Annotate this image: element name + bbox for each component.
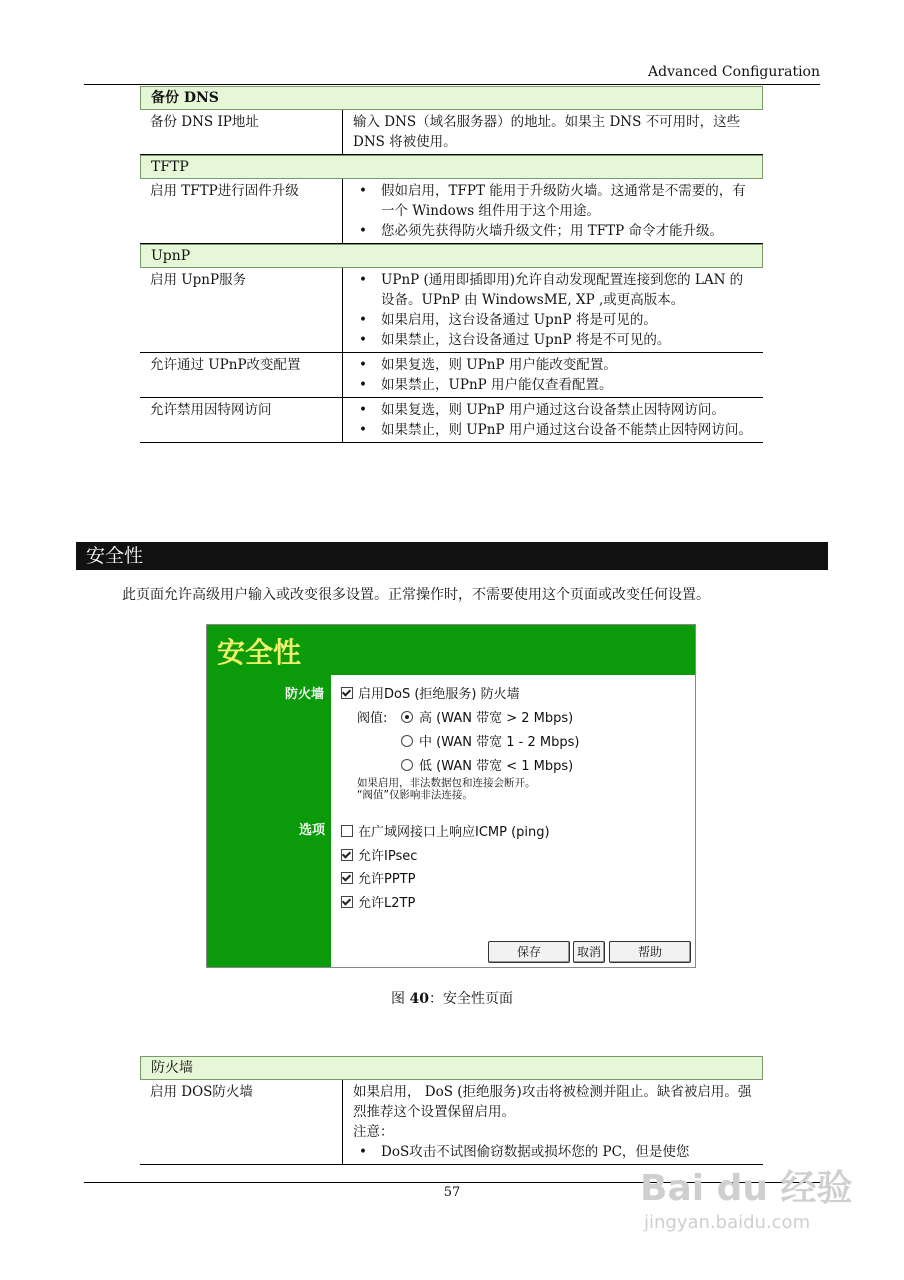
section-backup-dns: 备份 DNS <box>140 86 763 110</box>
threshold-high-radio[interactable]: 高 (WAN 带宽 > 2 Mbps) <box>401 707 573 726</box>
settings-table-upper <box>140 86 763 443</box>
firewall-note-1: 如果启用，非法数据包和连接会断开。 <box>357 777 536 789</box>
bullet-item: • UPnP (通用即插即用)允许自动发现配置连接到您的 LAN 的设备。UPnP 由 WindowsME, XP ,或更高版本。 <box>381 270 755 310</box>
pptp-checkbox-row[interactable]: 允许PPTP <box>341 868 415 887</box>
icmp-checkbox[interactable] <box>341 825 353 837</box>
figure-caption: 图 40：安全性页面 <box>391 991 513 1007</box>
radio-icon[interactable] <box>401 711 413 723</box>
row-value: 输入 DNS（域名服务器）的地址。如果主 DNS 不可用时，这些 DNS 将被使用。 <box>353 114 741 150</box>
row-key: 启用 TFTP进行固件升级 <box>140 179 343 243</box>
ipsec-checkbox[interactable] <box>341 849 353 861</box>
row-value <box>343 179 763 243</box>
threshold-low-radio[interactable]: 低 (WAN 带宽 < 1 Mbps) <box>401 755 573 774</box>
pptp-checkbox[interactable] <box>341 872 353 884</box>
threshold-label: 阀值: <box>357 711 388 726</box>
table-row <box>140 353 763 398</box>
section-intro: 此页面允许高级用户输入或改变很多设置。正常操作时，不需要使用这个页面或改变任何设置。 <box>122 587 710 603</box>
table-row <box>140 1080 763 1165</box>
row-value <box>343 353 763 397</box>
screenshot-sidebar <box>207 675 331 967</box>
table-row <box>140 268 763 353</box>
bullet-item: • 如果禁止，UPnP 用户能仅查看配置。 <box>381 375 755 395</box>
radio-icon[interactable] <box>401 735 413 747</box>
l2tp-checkbox[interactable] <box>341 896 353 908</box>
table-row <box>140 179 763 244</box>
table-row <box>140 110 763 155</box>
screenshot-content <box>331 675 695 967</box>
row-key: 启用 DOS防火墙 <box>140 1080 343 1164</box>
bullet-item: • 如果禁止，这台设备通过 UpnP 将是不可见的。 <box>381 330 755 350</box>
security-page-screenshot <box>206 624 696 968</box>
options-label: 选项 <box>299 823 326 838</box>
bullet-item: • 如果复选，则 UPnP 用户通过这台设备禁止因特网访问。 <box>381 400 755 420</box>
cancel-button[interactable]: 取消 <box>573 941 605 963</box>
bullet-item: • 您必须先获得防火墙升级文件；用 TFTP 命令才能升级。 <box>381 221 755 241</box>
page-number: 57 <box>84 1182 820 1200</box>
section-upnp: UpnP <box>140 244 763 268</box>
firewall-note-2: “阀值”仅影响非法连接。 <box>357 789 473 801</box>
radio-icon[interactable] <box>401 759 413 771</box>
section-firewall: 防火墙 <box>140 1056 763 1080</box>
firewall-label: 防火墙 <box>285 687 325 702</box>
row-key: 启用 UpnP服务 <box>140 268 343 352</box>
row-value <box>343 268 763 352</box>
bullet-item: • 如果启用，这台设备通过 UpnP 将是可见的。 <box>381 310 755 330</box>
bullet-item: • DoS攻击不试图偷窃数据或损坏您的 PC，但是使您 <box>381 1142 755 1162</box>
bullet-item: • 如果禁止，则 UPnP 用户通过这台设备不能禁止因特网访问。 <box>381 420 755 440</box>
dos-checkbox-row[interactable]: 启用DoS (拒绝服务) 防火墙 <box>341 683 520 702</box>
screenshot-header <box>207 625 695 675</box>
l2tp-checkbox-row[interactable]: 允许L2TP <box>341 892 415 911</box>
row-key: 允许禁用因特网访问 <box>140 398 343 442</box>
settings-table-lower <box>140 1056 763 1165</box>
section-heading-bar: 安全性 <box>76 542 828 570</box>
bullet-item: • 如果复选，则 UPnP 用户能改变配置。 <box>381 355 755 375</box>
baidu-watermark: Bai du 经验 jingyan.baidu.com <box>640 1168 853 1233</box>
bullet-item: • 假如启用，TFPT 能用于升级防火墙。这通常是不需要的，有一个 Windows 组件用于这个用途。 <box>381 181 755 221</box>
row-key: 备份 DNS IP地址 <box>140 110 343 154</box>
icmp-checkbox-row[interactable]: 在广域网接口上响应ICMP (ping) <box>341 821 550 840</box>
screenshot-title: 安全性 <box>217 636 302 669</box>
row-key: 允许通过 UPnP改变配置 <box>140 353 343 397</box>
section-tftp: TFTP <box>140 155 763 179</box>
threshold-mid-radio[interactable]: 中 (WAN 带宽 1 - 2 Mbps) <box>401 731 579 750</box>
save-button[interactable]: 保存 <box>488 941 570 963</box>
table-row <box>140 398 763 443</box>
row-value: 如果启用， DoS (拒绝服务)攻击将被检测并阻止。缺省被启用。强烈推荐这个设置保留启用。 注意： • DoS攻击不试图偷窃数据或损坏您的 PC，但是使您 <box>343 1080 763 1164</box>
page-header: Advanced Configuration <box>84 64 820 85</box>
ipsec-checkbox-row[interactable]: 允许IPsec <box>341 845 417 864</box>
help-button[interactable]: 帮助 <box>609 941 691 963</box>
row-value <box>343 398 763 442</box>
dos-checkbox[interactable] <box>341 687 353 699</box>
